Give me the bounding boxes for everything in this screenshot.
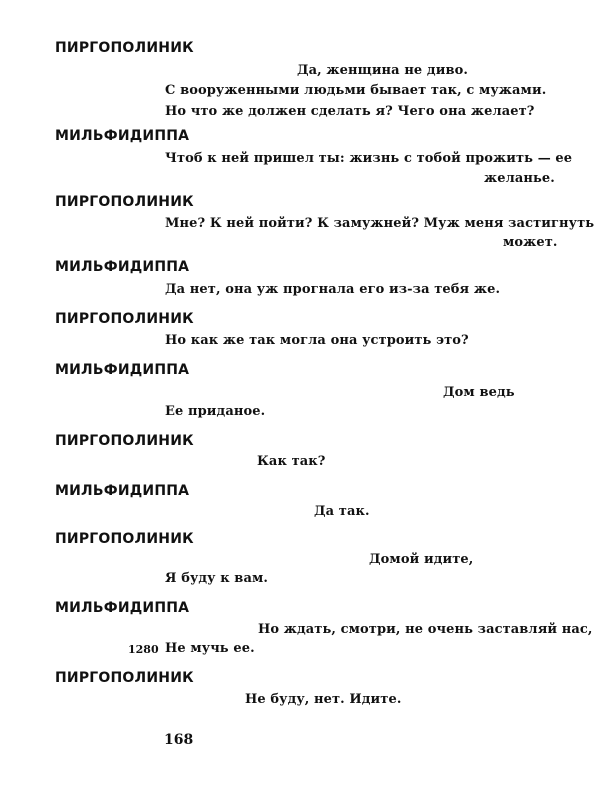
- speaker-name: ПИРГОПОЛИНИК: [55, 433, 194, 449]
- verse-line: желанье.: [484, 171, 555, 186]
- verse-line: может.: [503, 235, 558, 250]
- speaker-name: ПИРГОПОЛИНИК: [55, 311, 194, 327]
- speaker-name: ПИРГОПОЛИНИК: [55, 194, 194, 210]
- verse-line: Как так?: [257, 454, 326, 469]
- verse-line: Я буду к вам.: [165, 571, 268, 586]
- verse-line: Но что же должен сделать я? Чего она желает?: [165, 104, 535, 119]
- verse-line: Да так.: [314, 504, 370, 519]
- verse-line: Дом ведь: [443, 385, 515, 400]
- verse-line: Чтоб к ней пришел ты: жизнь с тобой прожить — ее: [165, 151, 573, 166]
- speaker-name: ПИРГОПОЛИНИК: [55, 40, 194, 56]
- speaker-name: ПИРГОПОЛИНИК: [55, 531, 194, 547]
- speaker-name: МИЛЬФИДИППА: [55, 483, 190, 499]
- speaker-name: МИЛЬФИДИППА: [55, 362, 190, 378]
- verse-line: Не мучь ее.: [165, 641, 255, 656]
- verse-line: Но ждать, смотри, не очень заставляй нас,: [258, 622, 593, 637]
- speaker-name: ПИРГОПОЛИНИК: [55, 670, 194, 686]
- verse-line: Да нет, она уж прогнала его из-за тебя же.: [165, 282, 501, 297]
- line-number: 1280: [128, 643, 159, 656]
- speaker-name: МИЛЬФИДИППА: [55, 259, 190, 275]
- speaker-name: МИЛЬФИДИППА: [55, 128, 190, 144]
- verse-line: Но как же так могла она устроить это?: [165, 333, 469, 348]
- verse-line: С вооруженными людьми бывает так, с мужами.: [165, 83, 547, 98]
- page-number: 168: [164, 732, 194, 748]
- speaker-name: МИЛЬФИДИППА: [55, 600, 190, 616]
- verse-line: Не буду, нет. Идите.: [245, 692, 402, 707]
- verse-line: Ее приданое.: [165, 404, 266, 419]
- verse-line: Мне? К ней пойти? К замужней? Муж меня застигнуть: [165, 216, 595, 231]
- verse-line: Домой идите,: [369, 552, 474, 567]
- verse-line: Да, женщина не диво.: [297, 63, 468, 78]
